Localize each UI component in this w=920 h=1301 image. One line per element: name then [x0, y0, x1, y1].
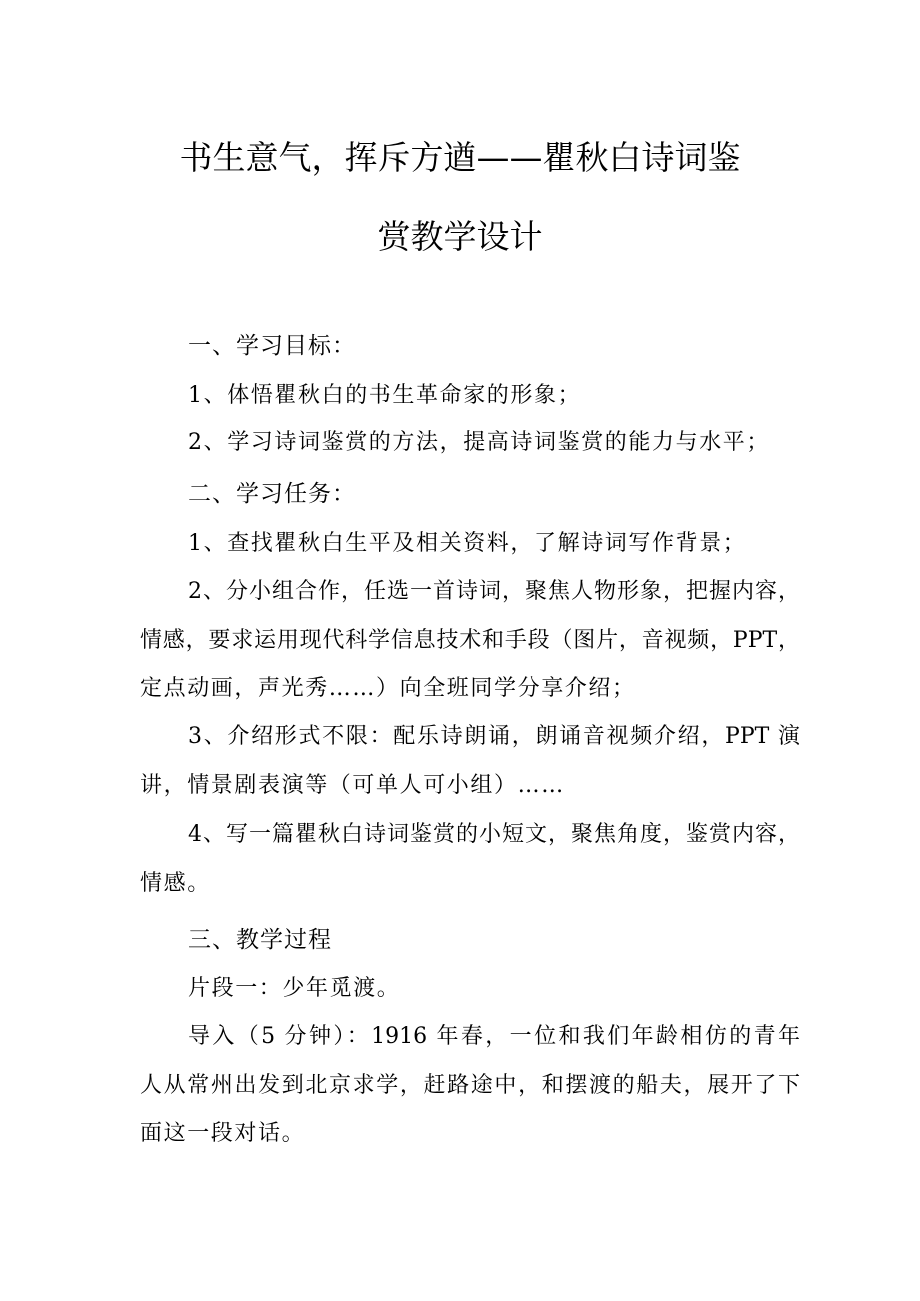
document-title-line-1: 书生意气，挥斥方遒——瞿秋白诗词鉴 [179, 138, 741, 177]
section-heading-learning-tasks: 二、学习任务： [188, 481, 356, 507]
document-title-line-2: 赏教学设计 [377, 217, 543, 256]
section-heading-learning-goals: 一、学习目标： [188, 333, 356, 359]
process-line-1: 片段一：少年觅渡。 [188, 976, 401, 1001]
process-line-3: 人从常州出发到北京求学，赶路途中，和摆渡的船夫，展开了下 [140, 1073, 800, 1098]
task-line-7: 4、写一篇瞿秋白诗词鉴赏的小短文，聚焦角度，鉴赏内容， [188, 822, 800, 847]
section-heading-teaching-process: 三、教学过程 [188, 927, 332, 953]
process-line-2: 导入（5 分钟）：1916 年春，一位和我们年龄相仿的青年 [188, 1024, 800, 1049]
goal-item-1: 1、体悟瞿秋白的书生革命家的形象； [188, 383, 582, 408]
task-line-3: 情感，要求运用现代科学信息技术和手段（图片，音视频，PPT， [140, 628, 800, 653]
task-line-8: 情感。 [140, 871, 211, 896]
task-line-2: 2、分小组合作，任选一首诗词，聚焦人物形象，把握内容， [188, 579, 800, 604]
task-line-5: 3、介绍形式不限：配乐诗朗诵，朗诵音视频介绍，PPT 演 [188, 724, 800, 749]
task-line-6: 讲，情景剧表演等（可单人可小组）…… [140, 773, 565, 798]
task-line-4: 定点动画，声光秀……）向全班同学分享介绍； [140, 676, 636, 701]
task-line-1: 1、查找瞿秋白生平及相关资料，了解诗词写作背景； [188, 531, 747, 556]
goal-item-2: 2、学习诗词鉴赏的方法，提高诗词鉴赏的能力与水平； [188, 430, 770, 455]
process-line-4: 面这一段对话。 [140, 1121, 306, 1146]
